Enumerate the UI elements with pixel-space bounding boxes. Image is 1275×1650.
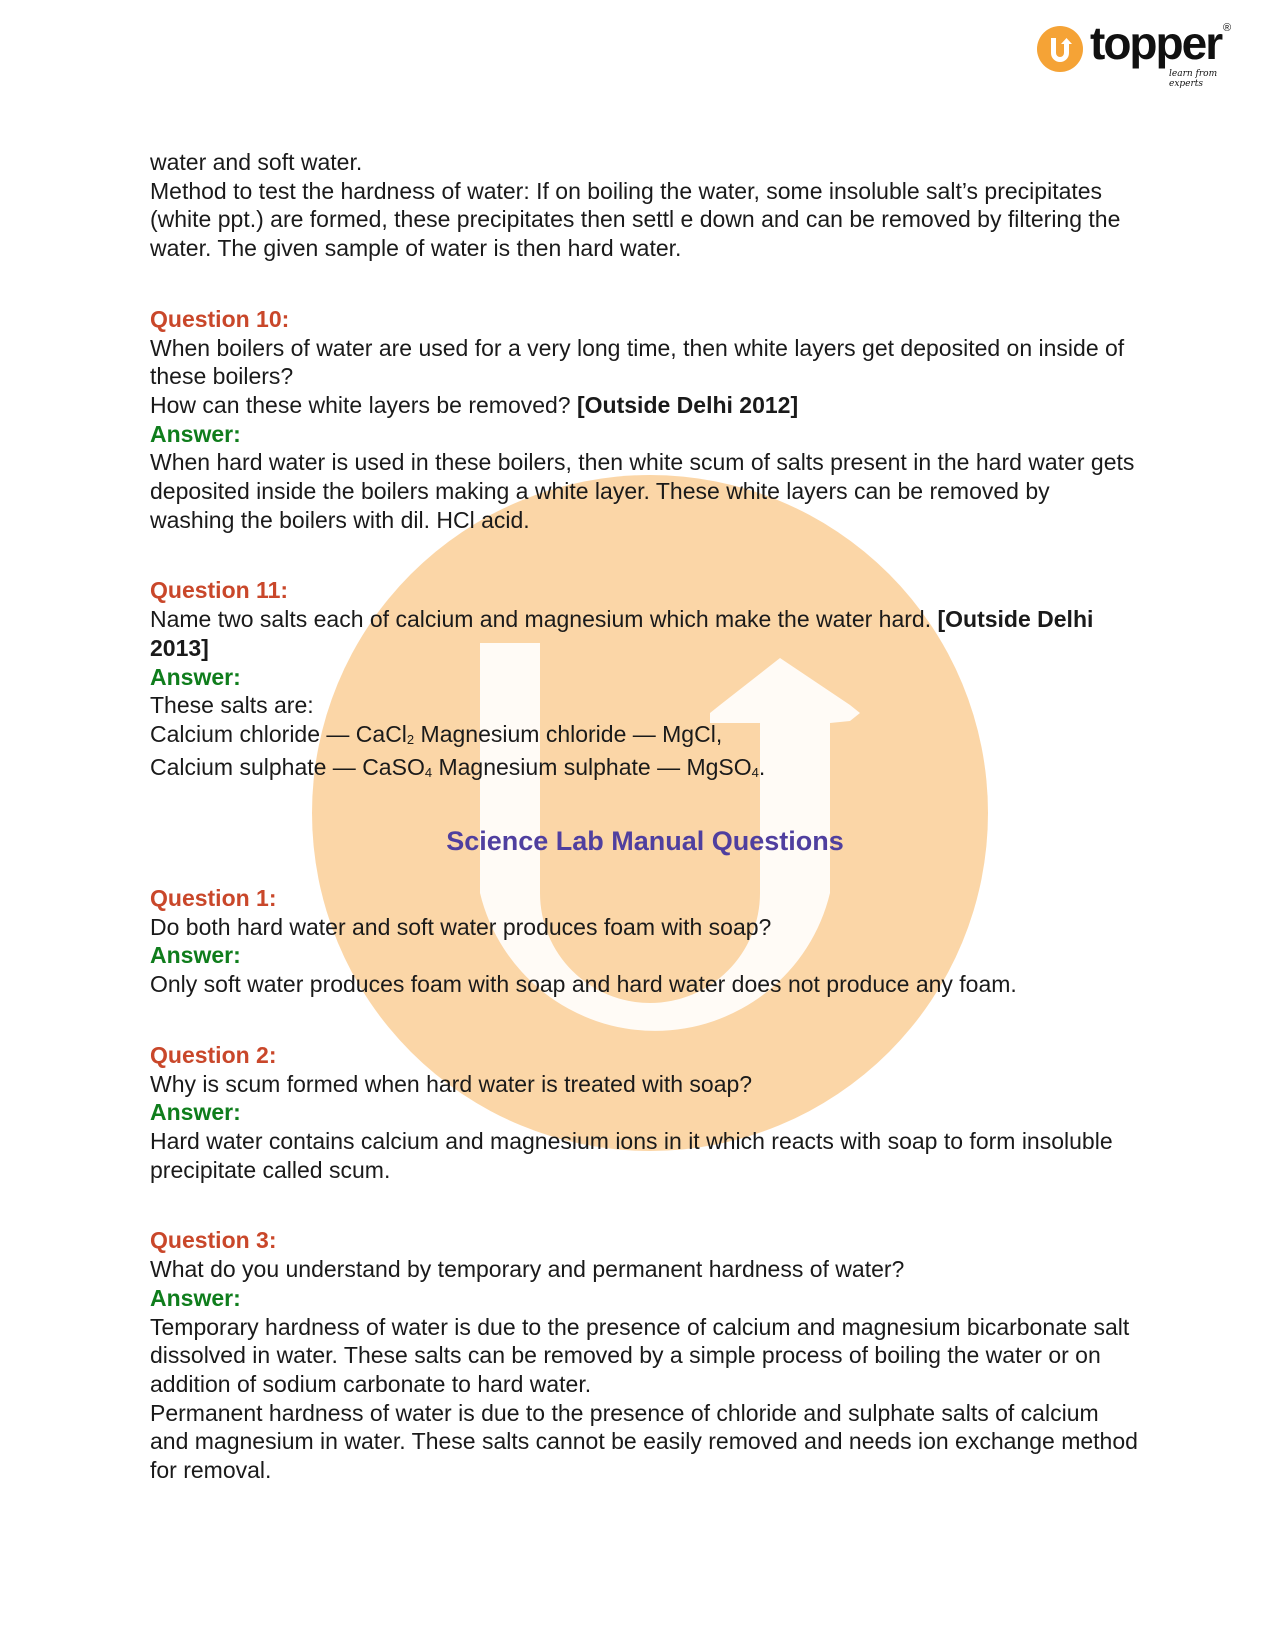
logo-circle-icon (1037, 26, 1083, 72)
question-11-text: Name two salts each of calcium and magnesium which make the water hard. [Outside Delhi 2013] (150, 606, 1094, 661)
logo-registered-mark: ® (1223, 22, 1232, 34)
lab-question-2-label: Question 2: (150, 1041, 277, 1068)
answer-11-line-2: Calcium sulphate — CaSO$_4$ Magnesium sulphate — MgSO$_4$. (150, 753, 766, 780)
answer-11-line-1: Calcium chloride — CaCl$_2$ Magnesium chloride — MgCl, (150, 720, 723, 747)
lab-answer-3-text-1: Temporary hardness of water is due to the presence of calcium and magnesium bicarbonate salt dissolved in water. These salts can be removed by a simple process of boiling the water or on addition of sodium carbonate to hard water. (150, 1313, 1130, 1397)
intro-line-2: Method to test the hardness of water: If on boiling the water, some insoluble salt’s precipitates (white ppt.) are formed, these precipitates then settl e down and can be removed by filtering the water. The given sample of water is then hard water. (150, 177, 1121, 262)
lab-answer-1-label: Answer: (150, 942, 241, 969)
section-title: Science Lab Manual Questions (446, 826, 844, 857)
question-10-text: When boilers of water are used for a very long time, then white layers get deposited on inside of these boilers? (150, 334, 1125, 390)
answer-10-label: Answer: (150, 420, 241, 447)
answer-11-label: Answer: (150, 663, 241, 690)
question-10-ref: [Outside Delhi 2012] (577, 391, 799, 418)
answer-11-intro: These salts are: (150, 692, 314, 719)
lab-question-1-text: Do both hard water and soft water produces foam with soap? (150, 913, 772, 940)
lab-question-3-label: Question 3: (150, 1227, 277, 1254)
question-11-label: Question 11: (150, 577, 289, 604)
lab-answer-2-text: Hard water contains calcium and magnesium ions in it which reacts with soap to form insoluble precipitate called scum. (150, 1127, 1113, 1183)
page-content (150, 148, 1140, 1485)
lab-question-3-text: What do you understand by temporary and permanent hardness of water? (150, 1256, 905, 1283)
lab-answer-3-text-2: Permanent hardness of water is due to the presence of chloride and sulphate salts of calcium and magnesium in water. These salts cannot be easily removed and needs ion exchange method for removal. (150, 1399, 1138, 1484)
intro-line-1: water and soft water. (150, 149, 363, 175)
lab-question-2-text: Why is scum formed when hard water is treated with soap? (150, 1070, 753, 1097)
question-10-text-2: How can these white layers be removed? [Outside Delhi 2012] (150, 391, 799, 418)
lab-answer-3-label: Answer: (150, 1284, 241, 1311)
question-10-label: Question 10: (150, 305, 290, 332)
question-11-ref: [Outside Delhi 2013] (150, 606, 1094, 661)
answer-10-text: When hard water is used in these boilers, then white scum of salts present in the hard water gets deposited inside the boilers making a white layer. These white layers can be removed by washing the boilers with dil. HCl acid. (150, 449, 1135, 533)
logo-tagline: learn from experts (1169, 69, 1218, 89)
lab-answer-1-text: Only soft water produces foam with soap and hard water does not produce any foam. (150, 971, 1017, 998)
topper-logo (1037, 17, 1237, 89)
logo-text: topper (1090, 17, 1222, 69)
lab-question-1-label: Question 1: (150, 885, 277, 912)
lab-answer-2-label: Answer: (150, 1099, 241, 1126)
